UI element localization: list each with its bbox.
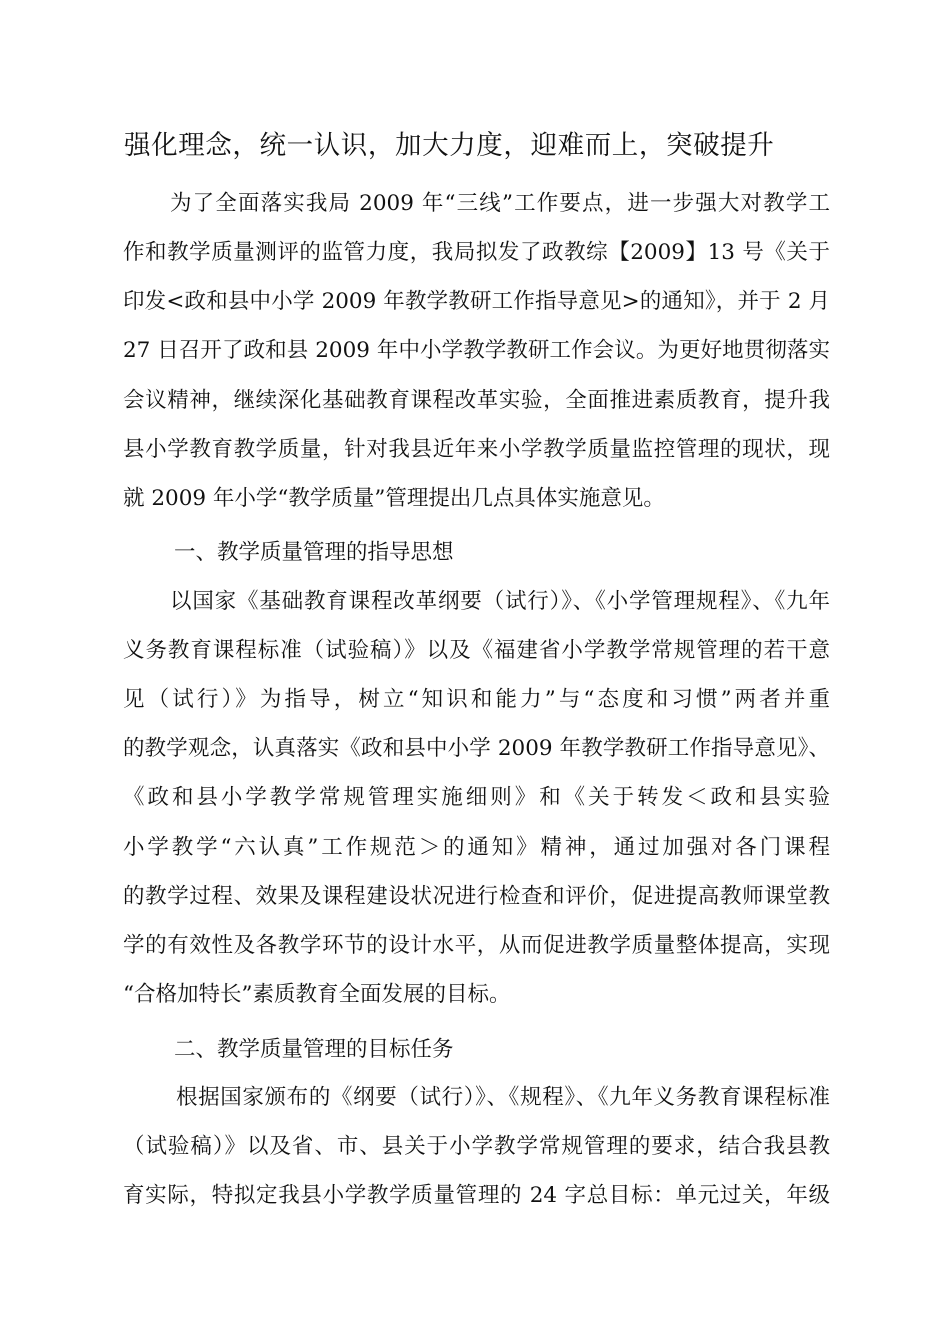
- paragraph-line: 以国家《基础教育课程改革纲要（试行）》、《小学管理规程》、《九年: [170, 589, 830, 614]
- paragraph-line: 作和教学质量测评的监管力度，我局拟发了政教综【2009】13 号《关于: [123, 240, 830, 265]
- paragraph-line: 义务教育课程标准（试验稿）》以及《福建省小学教学常规管理的若干意: [123, 638, 830, 663]
- paragraph-line: 印发<政和县中小学 2009 年教学教研工作指导意见>的通知》，并于 2 月: [123, 289, 830, 314]
- paragraph-line: 的教学观念，认真落实《政和县中小学 2009 年教学教研工作指导意见》、: [123, 736, 830, 761]
- paragraph-line: 就 2009 年小学“教学质量”管理提出几点具体实施意见。: [123, 486, 665, 511]
- paragraph-line: 根据国家颁布的《纲要（试行）》、《规程》、《九年义务教育课程标准: [176, 1085, 830, 1110]
- paragraph-line: 县小学教育教学质量，针对我县近年来小学教学质量监控管理的现状，现: [123, 437, 830, 462]
- paragraph-line: 27 日召开了政和县 2009 年中小学教学教研工作会议。为更好地贯彻落实: [123, 338, 830, 363]
- paragraph-line: 育实际，特拟定我县小学教学质量管理的 24 字总目标：单元过关，年级: [123, 1183, 830, 1208]
- section-heading: 二、教学质量管理的目标任务: [174, 1037, 454, 1062]
- paragraph-line: 为了全面落实我局 2009 年“三线”工作要点，进一步强大对教学工: [170, 191, 830, 216]
- paragraph-line: 《政和县小学教学常规管理实施细则》和《关于转发＜政和县实验: [123, 785, 830, 810]
- paragraph-line: 学的有效性及各教学环节的设计水平，从而促进教学质量整体提高，实现: [123, 933, 830, 958]
- paragraph-line: 会议精神，继续深化基础教育课程改革实验，全面推进素质教育，提升我: [123, 388, 830, 413]
- paragraph-line: （试验稿）》以及省、市、县关于小学教学常规管理的要求，结合我县教: [123, 1134, 830, 1159]
- section-heading: 一、教学质量管理的指导思想: [174, 540, 454, 565]
- document-title: 强化理念，统一认识，加大力度，迎难而上，突破提升: [124, 130, 775, 161]
- paragraph-line: “合格加特长”素质教育全面发展的目标。: [123, 982, 511, 1007]
- paragraph-line: 的教学过程、效果及课程建设状况进行检查和评价，促进提高教师课堂教: [123, 884, 830, 909]
- paragraph-line: 见（试行）》为指导，树立“知识和能力”与“态度和习惯”两者并重: [123, 687, 830, 712]
- paragraph-line: 小学教学“六认真”工作规范＞的通知》精神，通过加强对各门课程: [123, 835, 830, 860]
